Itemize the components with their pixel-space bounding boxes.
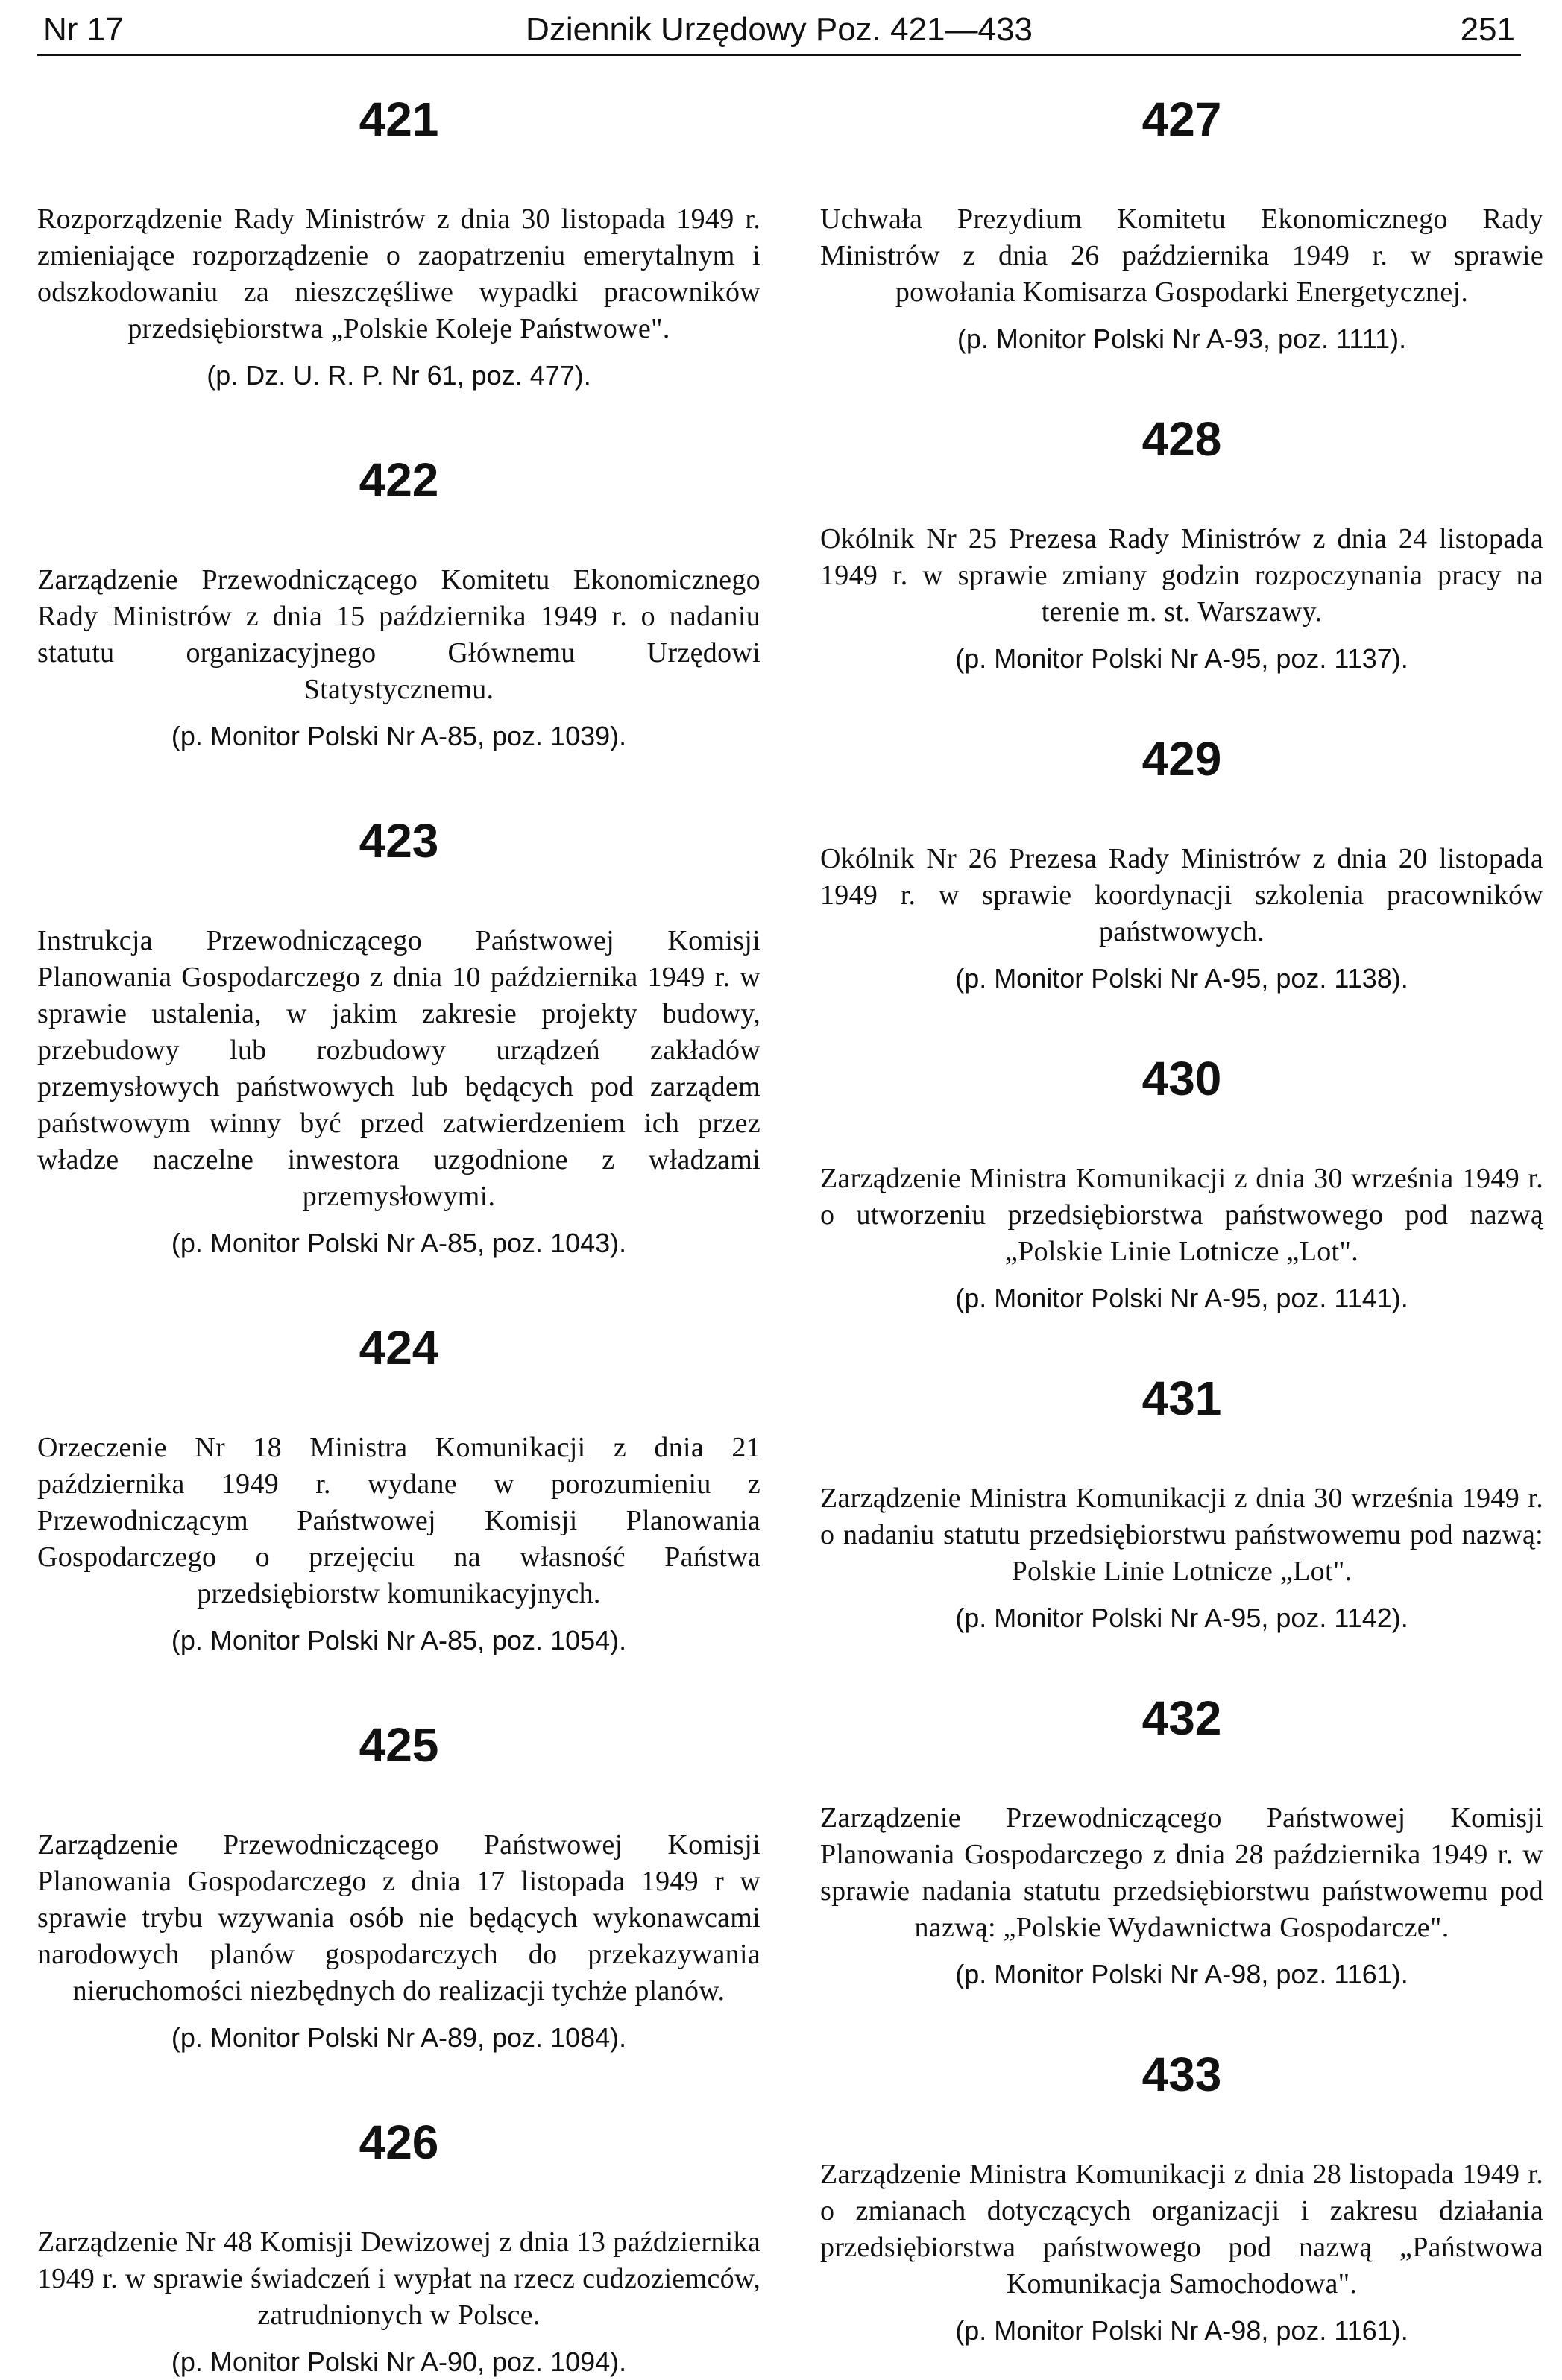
entry-421: [37, 89, 760, 394]
entry-text: Zarządzenie Ministra Komunikacji z dnia 28 listopada 1949 r. o zmianach dotyczących organizacji i zakresu działania przedsiębiorstwa państwowego pod nazwą „Państwowa Komunikacja Samochodowa".: [820, 2159, 1543, 2299]
issue-number: Nr 17: [43, 11, 124, 48]
journal-title: Dziennik Urzędowy Poz. 421—433: [526, 11, 1033, 48]
entry-number: 429: [1141, 732, 1222, 786]
entry-text: Zarządzenie Przewodniczącego Państwowej Komisji Planowania Gospodarczego z dnia 28 października 1949 r. w sprawie nadania statutu przedsiębiorstwu państwowemu pod nazwą: „Polskie Wydawnictwa Gospodarcze".: [820, 1802, 1543, 1943]
entry-source: (p. Monitor Polski Nr A-85, poz. 1039).: [171, 721, 627, 751]
page-number: 251: [1460, 11, 1515, 48]
entry-text: Instrukcja Przewodniczącego Państwowej Komisji Planowania Gospodarczego z dnia 10 października 1949 r. w sprawie ustalenia, w jakim zakresie projekty budowy, przebudowy lub rozbudowy urządzeń zakładów przemysłowych państwowych lub będących pod zarządem państwowym winny być przed zatwierdzeniem ich przez władze naczelne inwestora uzgodnione z władzami przemysłowymi.: [37, 925, 760, 1212]
entry-433: [820, 2045, 1543, 2349]
entry-text: Zarządzenie Nr 48 Komisji Dewizowej z dnia 13 października 1949 r. w sprawie świadczeń i wypłat na rzecz cudzoziemców, zatrudnionych w Polsce.: [37, 2226, 760, 2331]
entry-text: Zarządzenie Ministra Komunikacji z dnia 30 września 1949 r. o utworzeniu przedsiębiorstwa państwowego pod nazwą „Polskie Linie Lotnicze „Lot".: [820, 1163, 1543, 1267]
entry-text: Orzeczenie Nr 18 Ministra Komunikacji z dnia 21 października 1949 r. wydane w porozumieniu z Przewodniczącym Państwowej Komisji Planowania Gospodarczego o przejęciu na własność Państwa przedsiębiorstw komunikacyjnych.: [37, 1432, 760, 1609]
entry-429: [820, 729, 1543, 997]
entry-number: 431: [1141, 1372, 1222, 1425]
entry-number: 421: [359, 92, 439, 146]
entry-text: Zarządzenie Ministra Komunikacji z dnia 30 września 1949 r. o nadaniu statutu przedsiębiorstwu państwowemu pod nazwą: Polskie Linie Lotnicze „Lot".: [820, 1483, 1543, 1587]
entry-source: (p. Monitor Polski Nr A-85, poz. 1054).: [171, 1625, 627, 1655]
entry-number: 425: [359, 1718, 439, 1772]
entry-source: (p. Monitor Polski Nr A-90, poz. 1094).: [171, 2346, 627, 2377]
entry-source: (p. Monitor Polski Nr A-98, poz. 1161).: [955, 2315, 1408, 2346]
entry-source: (p. Monitor Polski Nr A-95, poz. 1137).: [955, 643, 1408, 674]
page-header: [37, 6, 1521, 56]
entry-number: 424: [359, 1321, 439, 1374]
entry-source: (p. Monitor Polski Nr A-95, poz. 1141).: [955, 1283, 1408, 1313]
entry-number: 422: [359, 453, 439, 507]
right-column: [820, 89, 1543, 2349]
entry-number: 428: [1141, 412, 1222, 466]
entry-text: Rozporządzenie Rady Ministrów z dnia 30 listopada 1949 r. zmieniające rozporządzenie o zaopatrzeniu emerytalnym i odszkodowaniu za nieszczęśliwe wypadki pracowników przedsiębiorstwa „Polskie Koleje Państwowe".: [37, 203, 760, 344]
entry-432: [820, 1688, 1543, 1992]
entry-source: (p. Monitor Polski Nr A-98, poz. 1161).: [955, 1959, 1408, 1989]
entry-text: Uchwała Prezydium Komitetu Ekonomicznego Rady Ministrów z dnia 26 października 1949 r. w sprawie powołania Komisarza Gospodarki Energetycznej.: [820, 203, 1543, 308]
entry-source: (p. Monitor Polski Nr A-85, poz. 1043).: [171, 1228, 627, 1258]
entry-number: 430: [1141, 1052, 1222, 1105]
entry-431: [820, 1369, 1543, 1636]
entry-number: 433: [1141, 2048, 1222, 2101]
entry-number: 432: [1141, 1691, 1222, 1745]
entry-430: [820, 1049, 1543, 1316]
entry-422: [37, 450, 760, 754]
entry-text: Okólnik Nr 26 Prezesa Rady Ministrów z dnia 20 listopada 1949 r. w sprawie koordynacji szkolenia pracowników państwowych.: [820, 843, 1543, 947]
entry-text: Zarządzenie Przewodniczącego Państwowej Komisji Planowania Gospodarczego z dnia 17 listopada 1949 r w sprawie trybu wzywania osób nie będących wykonawcami narodowych planów gospodarczych do przekazywania nieruchomości niezbędnych do realizacji tychże planów.: [37, 1829, 760, 2007]
entry-source: (p. Dz. U. R. P. Nr 61, poz. 477).: [207, 360, 591, 391]
entry-427: [820, 89, 1543, 357]
entry-text: Okólnik Nr 25 Prezesa Rady Ministrów z dnia 24 listopada 1949 r. w sprawie zmiany godzin rozpoczynania pracy na terenie m. st. Warszawy.: [820, 523, 1543, 628]
entry-428: [820, 409, 1543, 677]
entry-source: (p. Monitor Polski Nr A-93, poz. 1111).: [957, 323, 1407, 354]
entry-number: 426: [359, 2115, 439, 2169]
left-column: [37, 89, 760, 2380]
entry-number: 427: [1141, 92, 1222, 146]
entry-424: [37, 1318, 760, 1658]
entry-number: 423: [359, 814, 439, 868]
entry-426: [37, 2112, 760, 2380]
entry-source: (p. Monitor Polski Nr A-89, poz. 1084).: [171, 2022, 627, 2053]
entry-source: (p. Monitor Polski Nr A-95, poz. 1142).: [955, 1603, 1408, 1633]
entry-423: [37, 811, 760, 1261]
entry-source: (p. Monitor Polski Nr A-95, poz. 1138).: [955, 963, 1408, 994]
entry-text: Zarządzenie Przewodniczącego Komitetu Ekonomicznego Rady Ministrów z dnia 15 października 1949 r. o nadaniu statutu organizacyjnego Głównemu Urzędowi Statystycznemu.: [37, 564, 760, 705]
entry-425: [37, 1715, 760, 2056]
